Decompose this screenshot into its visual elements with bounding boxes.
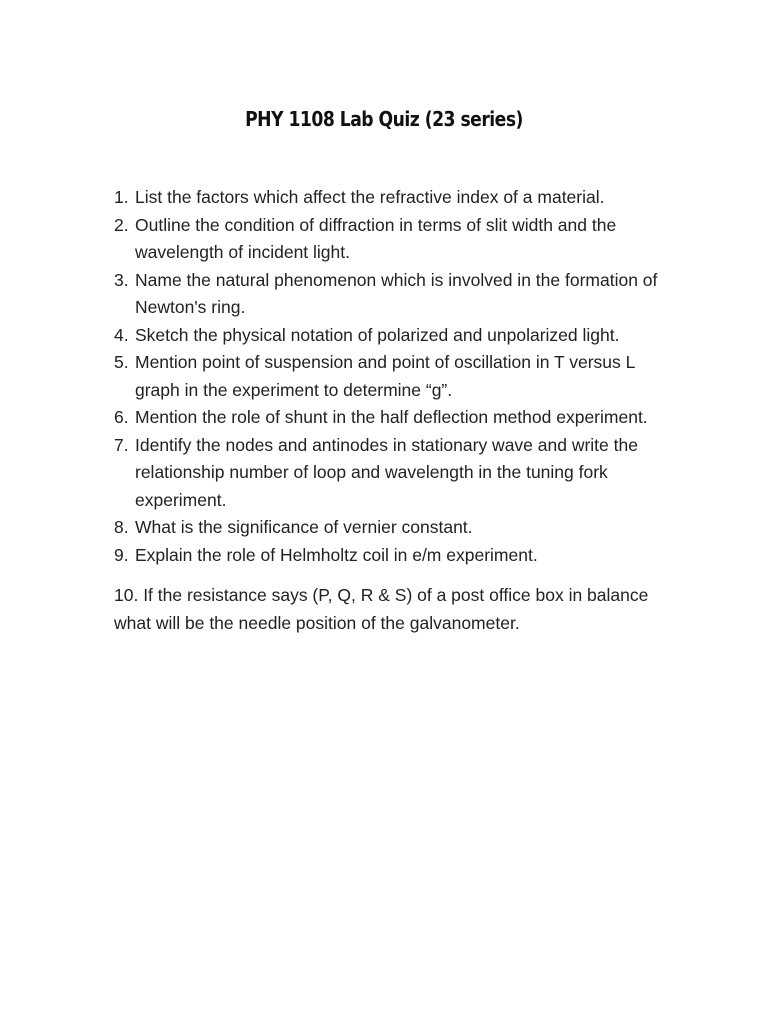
question-item-1 bbox=[114, 184, 674, 212]
question-number: 7. bbox=[114, 434, 129, 455]
question-text: List the factors which affect the refractive index of a material. bbox=[135, 187, 605, 207]
question-number: 1. bbox=[114, 187, 129, 207]
question-item-5 bbox=[114, 349, 674, 404]
question-text: Identify the nodes and antinodes in stationary wave and write the relationship number of loop and wavelength in the tuning fork experiment. bbox=[135, 434, 638, 510]
question-number: 3. bbox=[114, 269, 129, 290]
question-text: Mention point of suspension and point of oscillation in T versus L graph in the experiment to determine “g”. bbox=[135, 352, 635, 400]
question-number: 4. bbox=[114, 324, 129, 345]
question-item-2 bbox=[114, 212, 674, 267]
question-text: Mention the role of shunt in the half deflection method experiment. bbox=[135, 407, 648, 427]
question-item-7 bbox=[114, 432, 674, 515]
question-text: Outline the condition of diffraction in terms of slit width and the wavelength of incident light. bbox=[135, 214, 617, 262]
question-text: Name the natural phenomenon which is involved in the formation of Newton's ring. bbox=[135, 269, 658, 317]
question-item-8 bbox=[114, 514, 674, 542]
question-item-10: 10. If the resistance says (P, Q, R & S) of a post office box in balance what will be the needle position of the galvanometer. bbox=[114, 585, 649, 633]
question-number: 2. bbox=[114, 214, 129, 235]
question-number: 5. bbox=[114, 352, 129, 372]
question-text: What is the significance of vernier constant. bbox=[135, 517, 473, 537]
question-list bbox=[114, 184, 674, 569]
question-number: 9. bbox=[114, 544, 129, 565]
question-item-4 bbox=[114, 322, 674, 350]
question-number: 6. bbox=[114, 407, 129, 427]
question-number: 8. bbox=[114, 517, 129, 537]
page-title: PHY 1108 Lab Quiz (23 series) bbox=[245, 107, 523, 132]
question-item-3 bbox=[114, 267, 674, 322]
question-text: Explain the role of Helmholtz coil in e/m experiment. bbox=[135, 544, 538, 565]
question-text: Sketch the physical notation of polarized and unpolarized light. bbox=[135, 324, 620, 345]
question-item-9 bbox=[114, 542, 674, 570]
question-item-6 bbox=[114, 404, 674, 432]
